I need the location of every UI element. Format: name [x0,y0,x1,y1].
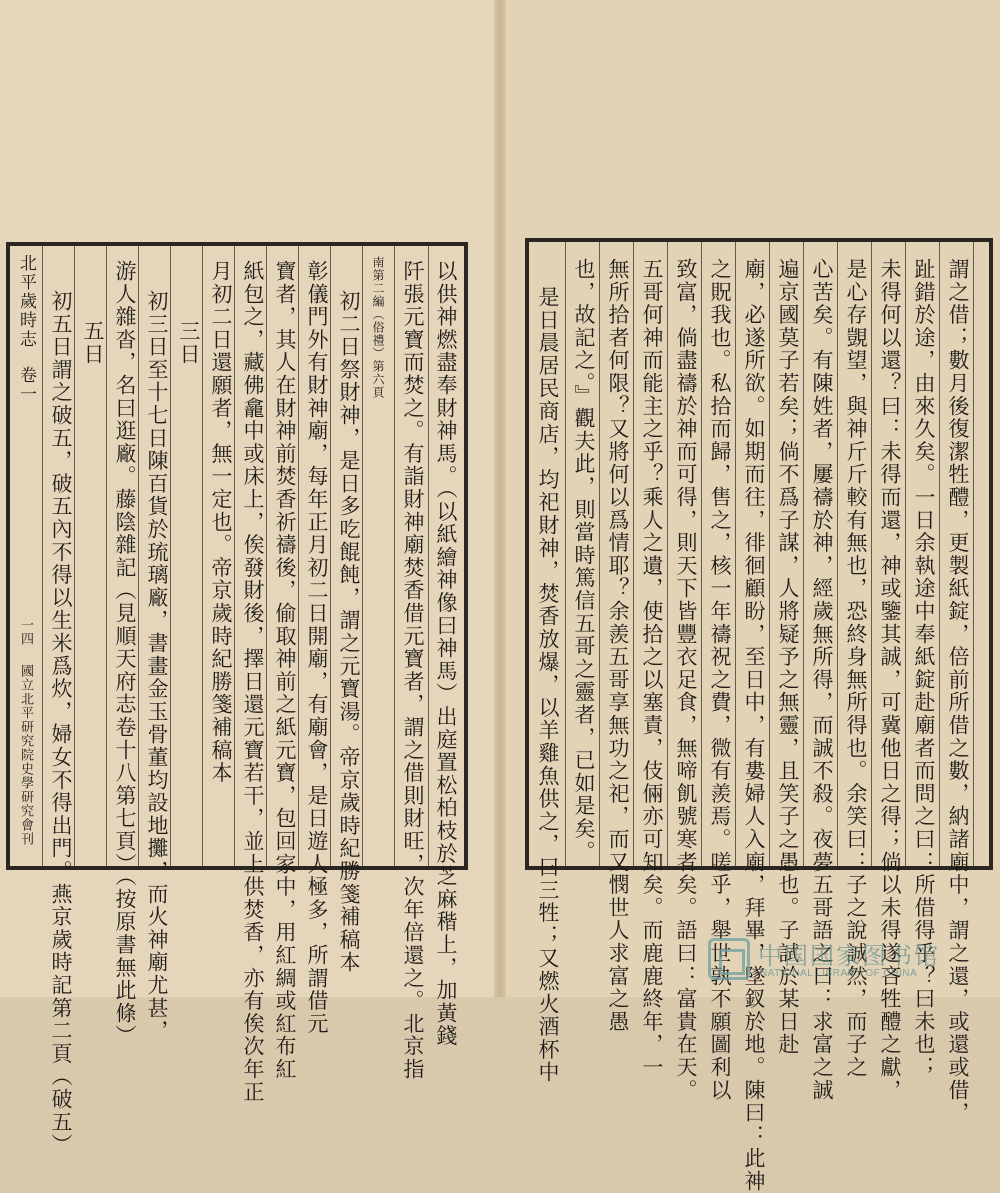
section-heading: 三日 [177,320,201,366]
text-column: 以供神燃盡奉財神馬。（以紙繪神像曰神馬）出庭置松柏枝於芝麻稭上，加黃錢 [434,260,458,1048]
column-rule [973,242,974,866]
column-rule [266,246,267,866]
citation-column: 南第二編（俗禮）第六頁 [371,256,385,399]
column-rule [394,246,395,866]
column-rule [330,246,331,866]
column-rule [74,246,75,866]
column-rule [106,246,107,866]
column-rule [837,242,838,866]
watermark-name-en: NATIONAL LIBRARY OF CHINA [760,968,918,979]
text-column: 是心存覬望，與神斤斤較有無也，恐終身無所得也。余笑曰：子之說誠然，而子之 [844,258,868,1079]
text-column: 無所拾者何限？又將何以爲情耶？余羨五哥享無功之祀，而又憫世人求富之愚 [606,258,630,1034]
text-column: 是日晨居民商店，均祀財神，焚香放爆，以羊雞魚供之，曰三牲；又燃火酒杯中 [536,286,560,1084]
text-column: 初三日至十七日陳百貨於琉璃廠，書畫金玉骨董均設地攤，而火神廟尤甚， [145,290,169,1043]
library-logo-icon [708,938,750,980]
column-rule [428,246,429,866]
text-column: 初五日謂之破五，破五內不得以生米爲炊，婦女不得出門。燕京歲時記第二頁（破五） [49,290,73,1157]
text-column: 趾錯於途，由來久矣。一日余執途中奉紙錠赴廟者而問之曰：所借得乎？曰未也； [912,258,936,1079]
column-rule [202,246,203,866]
publisher-imprint: 國立北平研究院史學研究會刊 [18,664,33,846]
column-rule [803,242,804,866]
header-title: 北平歲時志 [16,254,36,349]
margin-rule [42,246,43,866]
text-column: 月初二日還願者，無一定也。帝京歲時紀勝箋補稿本 [209,260,233,785]
section-heading: 五日 [81,320,105,366]
header-volume: 卷一 [16,366,36,404]
text-column: 阡張元寶而焚之。有詣財神廟焚香借元寶者，謂之借則財旺，次年倍還之。北京指 [401,260,425,1081]
column-rule [298,246,299,866]
text-column: 謂之借；數月後復潔牲醴，更製紙錠，倍前所借之數，納諸廟中，謂之還，或還或借， [946,258,970,1125]
book-gutter [494,0,506,997]
column-rule [565,242,566,866]
column-rule [599,242,600,866]
text-column: 彰儀門外有財神廟，每年正月初二日開廟，有廟會，是日遊人極多，所謂借元 [305,260,329,1036]
text-column: 寶者，其人在財神前焚香祈禱後，偷取神前之紙元寶，包回家中，用紅綢或紅布紅 [273,260,297,1081]
column-rule [939,242,940,866]
folio-number: 一四 [18,618,33,646]
column-rule [701,242,702,866]
column-rule [735,242,736,866]
text-column: 也，故記之。』觀夫此，則當時篤信五哥之靈者，已如是矣。 [572,258,596,864]
column-rule [633,242,634,866]
column-rule [667,242,668,866]
column-rule [234,246,235,866]
left-text-frame [6,242,468,1157]
column-rule [170,246,171,866]
column-rule [138,246,139,866]
watermark-name-cn: 中国国家图书馆 [758,942,940,970]
text-column: 心苦矣。有陳姓者，屢禱於神，經歲無所得，而誠不殺。夜夢五哥語之曰：求富之誠 [810,258,834,1102]
column-rule [905,242,906,866]
text-column: 未得何以還？曰：未得而還，神或鑒其誠，可冀他日之得；倘以未得遂吝牲醴之獻， [878,258,902,1102]
text-column: 紙包之，藏佛龕中或床上，俟發財後，擇日還元寶若干，並上供焚香，亦有俟次年正 [241,260,265,1104]
column-rule [769,242,770,866]
column-rule [871,242,872,866]
text-column: 初二日祭財神，是日多吃餛飩，謂之元寶湯。帝京歲時紀勝箋補稿本 [337,290,361,974]
text-column: 廟，必遂所欲。如期而往，徘徊顧盼，至日中，有婁婦人入廟，拜畢，墜釵於地。陳曰：此神 [742,258,766,1193]
text-column: 致富，倘盡禱於神而可得，則天下皆豐衣足食，無啼飢號寒者矣。語曰：富貴在天。 [674,258,698,1102]
library-watermark [708,936,948,984]
text-column: 游人雜沓，名曰逛廠。藤陰雜記（見順天府志卷十八第七頁）（按原書無此條） [113,260,137,1048]
text-column: 之貺我也。私拾而歸，售之，核一年禱祝之費，微有羨焉。嗟乎，舉世孰不願圖利以 [708,258,732,1102]
column-rule [362,246,363,866]
text-column: 五哥何神而能主之乎？乘人之遺，使拾之以塞責，伎倆亦可知矣。而鹿鹿終年，一 [640,258,664,1079]
text-column: 遍京國莫子若矣；倘不爲子謀，人將疑予之無靈，且笑子之愚也。子試於某日赴 [776,258,800,1056]
